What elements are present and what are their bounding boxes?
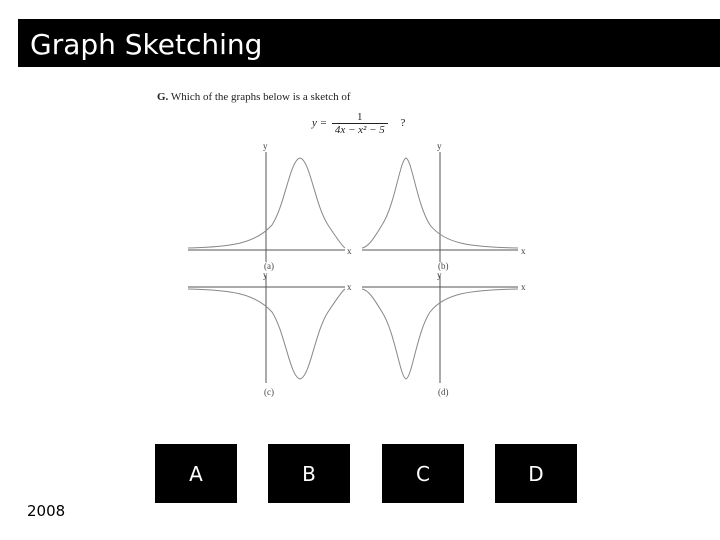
graph-c — [188, 275, 345, 383]
graph-b — [362, 152, 518, 262]
answer-c-button[interactable]: C — [382, 444, 464, 503]
question-prompt: Which of the graphs below is a sketch of — [170, 91, 351, 103]
formula-numerator: 1 — [332, 111, 388, 124]
page-title: Graph Sketching — [30, 28, 263, 61]
answer-a-button[interactable]: A — [155, 444, 237, 503]
graph-b-label: (b) — [438, 261, 449, 271]
graph-d-x-label: x — [521, 282, 526, 292]
graph-a-label: (a) — [264, 261, 274, 271]
formula-lhs: y = — [312, 117, 328, 130]
graph-c-label: (c) — [264, 387, 274, 397]
graph-a — [188, 152, 345, 262]
graph-d — [362, 275, 518, 383]
graph-b-y-label: y — [437, 141, 442, 151]
formula-denominator: 4x − x² − 5 — [334, 124, 385, 136]
formula-qmark: ? — [400, 117, 406, 130]
graph-c-y-label: y — [263, 270, 268, 280]
graph-b-x-label: x — [521, 246, 526, 256]
answer-b-button[interactable]: B — [268, 444, 350, 503]
graph-d-y-label: y — [437, 270, 442, 280]
question-number: G. — [157, 91, 169, 103]
graph-c-x-label: x — [347, 282, 352, 292]
graph-a-y-label: y — [263, 141, 268, 151]
answer-d-button[interactable]: D — [495, 444, 577, 503]
graph-a-x-label: x — [347, 246, 352, 256]
footer-year: 2008 — [27, 502, 66, 520]
graph-d-label: (d) — [438, 387, 449, 397]
